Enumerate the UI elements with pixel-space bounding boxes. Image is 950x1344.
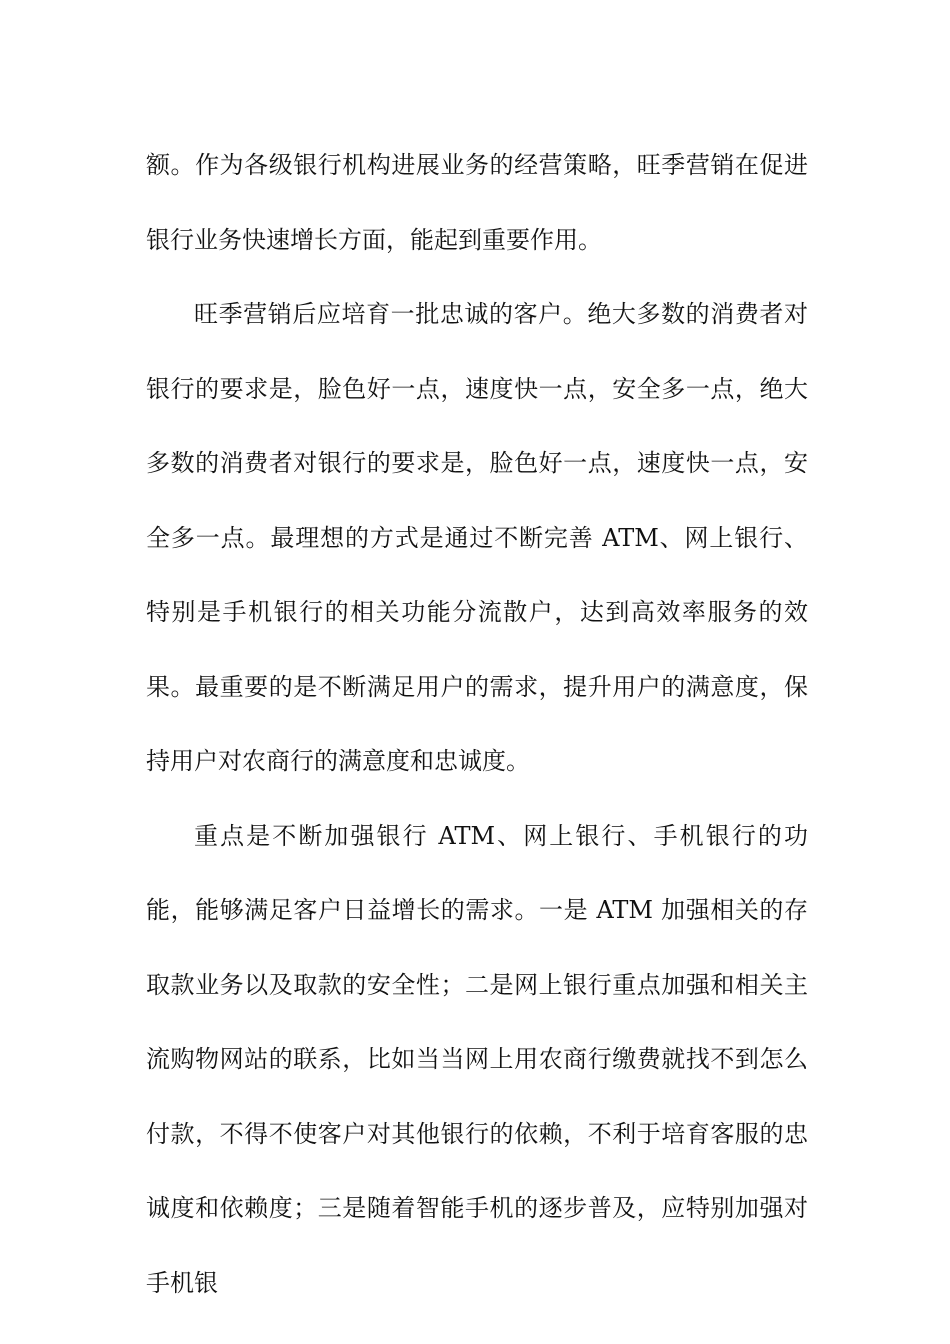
paragraph-2: 旺季营销后应培育一批忠诚的客户。绝大多数的消费者对银行的要求是，脸色好一点，速度快一点，安全多一点，绝大多数的消费者对银行的要求是，脸色好一点，速度快一点，安全多一点。最理想的方式是通过不断完善 ATM、网上银行、特别是手机银行的相关功能分流散户，达到高效率服务的效果。最重要的是不断满足用户的需求，提升用户的满意度，保持用户对农商行的满意度和忠诚度。 (146, 300, 808, 775)
paragraph-3: 重点是不断加强银行 ATM、网上银行、手机银行的功能，能够满足客户日益增长的需求。一是 ATM 加强相关的存取款业务以及取款的安全性；二是网上银行重点加强和相关主流购物网站的联系，比如当当网上用农商行缴费就找不到怎么付款，不得不使客户对其他银行的依赖，不利于培育客服的忠诚度和依赖度；三是随着智能手机的逐步普及，应特别加强对手机银 (146, 821, 808, 1297)
document-body (146, 128, 808, 1320)
paragraph-1: 额。作为各级银行机构进展业务的经营策略，旺季营销在促进银行业务快速增长方面，能起到重要作用。 (146, 151, 808, 254)
